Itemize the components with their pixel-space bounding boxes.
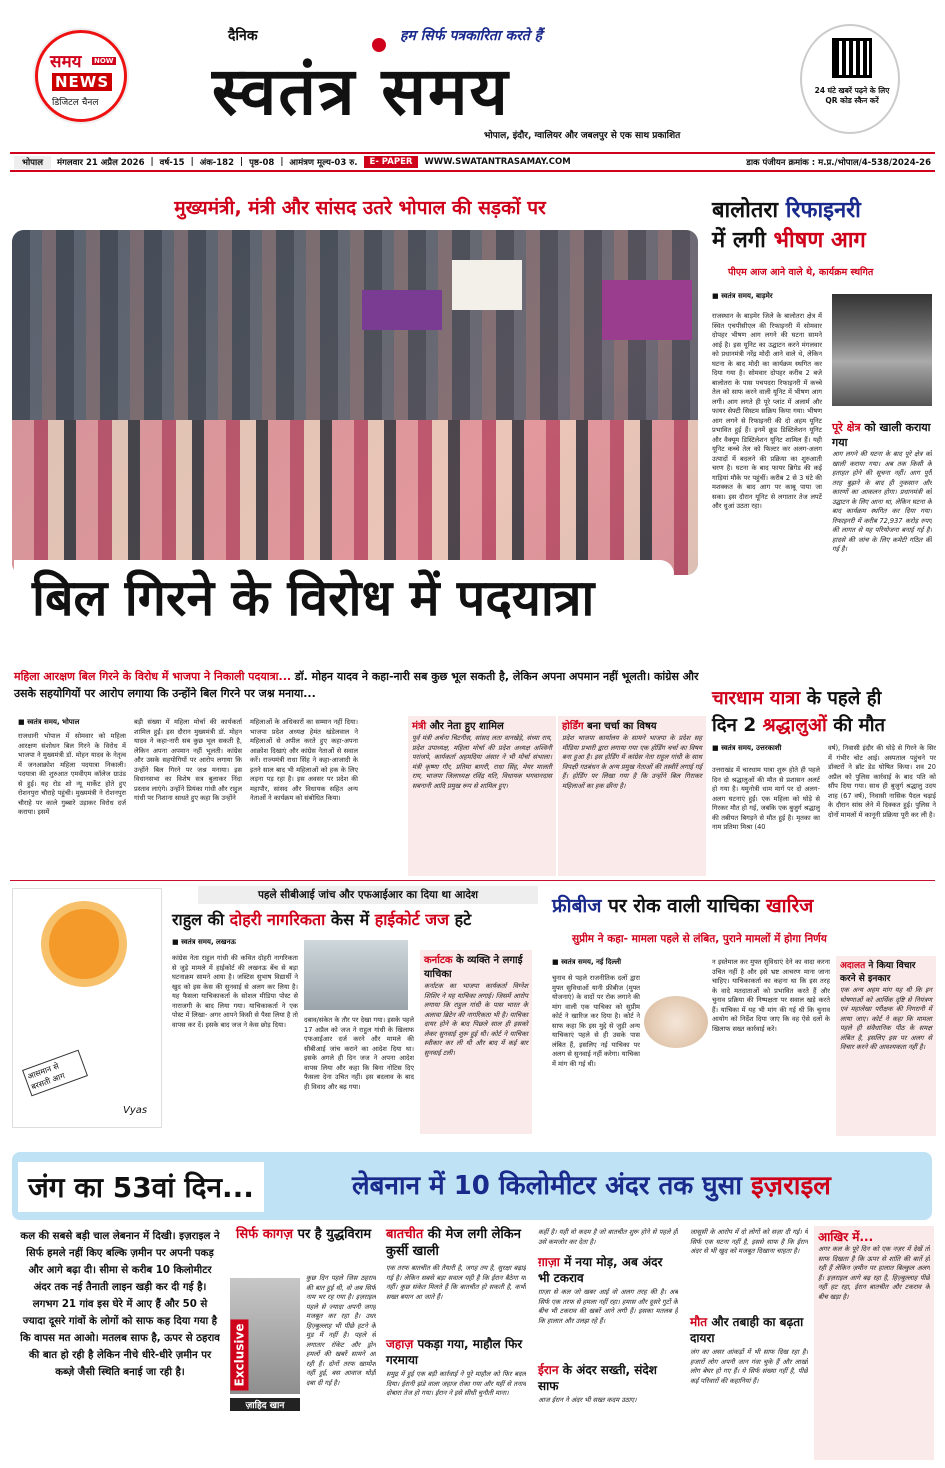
chardham-col-1: उत्तराखंड में चारधाम यात्रा शुरू होते ही पहले दिन दो श्रद्धालुओं की मौत से प्रशासन अलर्ट हो गया है। यमुनोत्री धाम मार्ग पर दो अलग-अलग घटनाएं हुईं। एक महिला को घोड़े से गिरकर मौत हो गई, जबकि एक बुजुर्ग श्रद्धालु की तबीयत बिगड़ने से मौत हुई है। मृतका का नाम प्रतिमा मिश्रा (40 — [712, 766, 820, 831]
cartoon-sign: आसमान से बरसती आग — [22, 1050, 88, 1097]
lead-box-2 — [558, 716, 706, 876]
c5-sub-text: जंग का असर आंकड़ों में भी साफ दिख रहा है। हजारों लोग अपनी जान गंवा चुके हैं और लाखों लोग बेघर हो गए हैं। ये सिर्फ संख्या नहीं है, पीछे कई परिवारों की कहानियां हैं। — [690, 1348, 808, 1385]
box2-text: प्रदेश भाजपा कार्यालय के सामने भाजपा के प्रदेश सह मीडिया प्रभारी द्वारा लगाया गया एक होर्डिंग चर्चा का विषय बना हुआ है। इस होर्डिंग में कांग्रेस नेता राहुल गांधी के साथ विपक्षी गठबंधन के अन्य प्रमुख नेताओं की तस्वीरें लगाई गई हैं। होर्डिंग पर लिखा गया है कि उन्होंने बिल गिराकर महिलाओं का हक छीना है। — [562, 734, 702, 790]
refinery-deck: पीएम आज आने वाले थे, कार्यक्रम स्थगित — [728, 267, 874, 278]
chardham-byline: ■ स्वतंत्र समय, उत्तरकाशी — [712, 744, 782, 752]
box1-text: पूर्व मंत्री अर्चना चिटनीस, सांसद लता वानखेड़े, संध्या राय, प्रदेश उपाध्यक्ष, महिला मोर्चा की प्रदेश अध्यक्ष अश्विनी परांजपे, कार्यकर्ता अहमदिया अंसार ने भी मोर्चा संभाला। मंत्री कृष्णा गौर, प्रतिमा बागरी, राधा सिंह, मेयर मालती राय, भाजपा जिलाध्यक्ष रविंद्र यति, विधायक भगवानदास सबनानी आदि प्रमुख रूप से शामिल हुए। — [412, 734, 552, 790]
refinery-col: राजस्थान के बाड़मेर जिले के बालोतरा क्षेत्र में स्थित एचपीसीएल की रिफाइनरी में सोमवार दोपहर भीषण आग लगने की घटना सामने आई है। इस यूनिट का उद्घाटन करने मंगलवार को प्रधानमंत्री नरेंद्र मोदी आने वाले थे, लेकिन घटना के बाद मोदी का कार्यक्रम स्थगित कर दिया गया है। सोमवार दोपहर करीब 2 बजे बालोतरा के पास पचपदरा रिफाइनरी में कच्चे तेल को साफ करने वाली यूनिट में भीषण आग लगी। आग लगते ही पूरे प्लांट में अलार्म और फायर सेफ्टी सिस्टम सक्रिय किया गया। भीषण आग लगने से रिफाइनरी की दो अहम यूनिट प्रभावित हुई हैं। इनमें क्रूड डिस्टिलेशन यूनिट और वैक्यूम डिस्टिलेशन यूनिट शामिल हैं। यही यूनिट कच्चे तेल को फिल्टर कर अलग-अलग उत्पादों में बदलने की प्रक्रिया का शुरुआती चरण है। घटना के बाद फायर ब्रिगेड की कई गाड़ियां मौके पर पहुंचीं। करीब 2 से 3 घंटे की मशक्कत के बाद आग पर काबू पाया जा सका। इस दौरान यूनिट से लगातार तेज लपटें और धुआं उठता रहा। — [712, 312, 822, 510]
lead-byline: ■ स्वतंत्र समय, भोपाल — [18, 718, 80, 726]
qr-box — [800, 24, 900, 134]
logo-top-text: समय — [50, 52, 82, 72]
dateline-year: वर्ष-15 — [159, 157, 185, 168]
lead-col-3: महिलाओं के अधिकारों का सम्मान नहीं दिया। भाजपा प्रदेश अध्यक्ष हेमंत खंडेलवाल ने महिलाओं से अपील करते हुए कहा-अपना आक्रोश दिखाएं और कांग्रेस नेताओं से सवाल करें। राज्यमंत्री राधा सिंह ने कहा-आजादी के इतने साल बाद भी महिलाओं को हक के लिए लड़ना पड़ रहा है। इस अवसर पर प्रदेश की महापौर, सांसद और विधायक सहित अन्य नेताओं ने कार्यक्रम को संबोधित किया। — [250, 718, 358, 802]
c5-text-top: जासूसी के आरोप में दो लोगों को सज़ा दी गई। ये सिर्फ एक घटना नहीं है, इससे साफ है कि ईरान अंदर से भी खुद को मजबूत दिखाना चाहता है। — [690, 1228, 808, 1255]
c2-text: कुछ दिन पहले जिस ठहराव की बात हुई थी, वो अब सिर्फ नाम भर रह गया है। इज़राइल पहले से ज्यादा अपनी जगह मजबूत कर रहा है। उधर हिज़्बुल्लाह भी पीछे हटने के मूड में नहीं है। पहले से लगातार रॉकेट और ड्रोन हमलों की खबरें सामने आ रही हैं। दोनों तरफ खामोश नहीं हुई, बस आवाज थोड़ी दबा दी गई है। — [306, 1274, 376, 1387]
freebies-deck: सुप्रीम ने कहा- मामला पहले से लंबित, पुराने मामलों में होगा निर्णय — [572, 933, 827, 945]
freebies-side-title: अदालत ने किया विचार करने से इनकार — [840, 961, 916, 984]
dateline-date: मंगलवार 21 अप्रैल 2026 — [56, 157, 145, 168]
freebies-byline: ■ स्वतंत्र समय, नई दिल्ली — [552, 958, 622, 966]
chardham-headline: चारधाम यात्रा के पहले ही दिन 2 श्रद्धालुओं की मौत — [712, 688, 886, 736]
lead-deck-red: महिला आरक्षण बिल गिरने के विरोध में भाजपा ने निकाली पदयात्रा... — [14, 670, 292, 683]
c3-title: बातचीत की मेज लगी लेकिन कुर्सी खाली — [386, 1227, 521, 1259]
lead-col-2: बड़ी संख्या में महिला मोर्चा की कार्यकर्ता शामिल हुईं। इस दौरान मुख्यमंत्री डॉ. मोहन यादव ने कहा-नारी सब कुछ भूल सकती है, लेकिन अपना अपमान नहीं भूलती। कांग्रेस और उसके सहयोगियों पर आरोप लगाया कि उन्होंने बिल गिरने पर जश्न मनाया। इस विधानसभा का विशेष सत्र बुलाकर निंदा प्रस्ताव लाएंगे। उन्होंने प्रियंका गांधी और राहुल गांधी पर निशाना साधते हुए कहा कि उन्होंने — [134, 718, 242, 802]
placard — [362, 290, 442, 330]
c4-sub1-text: ग़ाज़ा से कल जो खबर आई वो अलग तरह की है। अब सिर्फ एक तरफ से हमला नहीं रहा। हमास और दूसरे गुटों के बीच भी टकराव की खबरें आने लगी हैं। इसका मतलब है कि हालात और उलझ रहे हैं। — [538, 1288, 678, 1325]
box1-title: मंत्री और नेता हुए शामिल — [412, 721, 504, 732]
war-col-5 — [690, 1228, 808, 1458]
c3-text: एक तरफ बातचीत की तैयारी है, जगह तय है, सुरक्षा बढ़ाई गई है। लेकिन सबसे बड़ा सवाल यही है कि ईरान बैठेगा या नहीं। कुछ संकेत मिलते हैं कि बातचीत हो सकती है, कभी सख्त बयान आ जाते हैं। — [386, 1264, 526, 1301]
qr-code-icon[interactable] — [832, 38, 872, 78]
freebies-side-text: एक अन्य अहम मांग यह थी कि इन घोषणाओं को आर्थिक दृष्टि से नियंत्रण एवं महालेखा परीक्षक की निगरानी में लाया जाए। कोर्ट ने कहा कि मामला पहले ही संवैधानिक पीठ के समक्ष लंबित है, इसलिए इस पर अलग से विचार करने की आवश्यकता नहीं है। — [840, 986, 932, 1051]
war-col-3 — [386, 1226, 526, 1456]
c4-text-top: कहीं है। यही वो कदम है जो बातचीत शुरू होने से पहले ही उसे कमजोर कर देता है। — [538, 1228, 678, 1246]
c6-text: अगर कल के पूरे दिन को एक नज़र में देखें तो साफ दिखता है कि ऊपर से शांति की बातें हो रही हैं लेकिन ज़मीन पर हालात बिल्कुल अलग हैं। इज़राइल आगे बढ़ रहा है, हिज़्बुल्लाह पीछे नहीं हट रहा, ईरान बातचीत और टकराव के बीच खड़ा है। — [818, 1245, 930, 1301]
rahul-box-text: कर्नाटक का भाजपा कार्यकर्ता विग्नेश शिशिर ने यह याचिका लगाई। जिसमें आरोप लगाया कि राहुल गांधी के पास भारत के अलावा ब्रिटेन की नागरिकता भी है। याचिका दायर होने के बाद पिछले साल ही इसको लेकर सुनवाई शुरू हुई थी। कोर्ट ने याचिका स्वीकार कर ली थी और बाद में कई बार सुनवाई टली। — [424, 982, 528, 1057]
dateline-city: भोपाल — [14, 156, 51, 169]
qr-text: 24 घंटे खबरें पढ़ने के लिए QR कोड स्कैन करें — [814, 86, 890, 105]
cartoon-artist: Vyas — [123, 1105, 148, 1116]
war-banner — [12, 1152, 932, 1220]
refinery-sub-text: आग लगने की घटना के बाद पूरे क्षेत्र को खाली कराया गया। अब तक किसी के हताहत होने की सूचना नहीं। आग पूरी तरह बुझने के बाद ही नुकसान और कारणों का आकलन होगा। प्रधानमंत्री को उद्घाटन के लिए आना था, लेकिन घटना के बाद कार्यक्रम स्थगित कर दिया गया। रिफाइनरी में करीब 72,937 करोड़ रुपए की लागत से यह परियोजना बनाई गई है। हादसे की जांच के लिए कमेटी गठित की गई है। — [832, 450, 932, 553]
website-link[interactable]: WWW.SWATANTRASAMAY.COM — [424, 157, 571, 167]
dateline-bar: भोपाल मंगलवार 21 अप्रैल 2026 | वर्ष-15 | अंक-182 | पृष्ठ-08 | आमंत्रण मूल्य-03 रु. E- PAPER WWW.SWATANTRASAMAY.COM डाक पंजीयन क्रमांक : म.प्र./भोपाल/4-538/2024-26 — [10, 152, 935, 172]
freebies-side — [836, 956, 936, 1136]
cities-line: भोपाल, इंदौर, ग्वालियर और जबलपुर से एक साथ प्रकाशित — [484, 131, 681, 141]
rally-photo — [12, 230, 698, 575]
c4-sub2-text: आज ईरान ने अंदर भी सख्त कदम उठाए। — [538, 1396, 637, 1404]
war-headline-left: जंग का 53वां दिन... — [18, 1162, 264, 1212]
section-divider — [10, 880, 935, 881]
refinery-headline: बालोतरा रिफाइनरी में लगी भीषण आग — [712, 198, 866, 253]
war-col-2 — [226, 1226, 376, 1456]
supreme-court-photo — [644, 996, 708, 1048]
lead-box-1 — [408, 716, 556, 876]
freebies-col-1: चुनाव से पहले राजनीतिक दलों द्वारा मुफ्त सुविधाओं यानी फ्रीबीज (मुफ्त योजनाएं) के वादों पर रोक लगाने की मांग वाली एक याचिका को सुप्रीम कोर्ट ने खारिज कर दिया है। कोर्ट ने साफ कहा कि इस मुद्दे से जुड़ी अन्य याचिकाएं पहले से ही उसके पास लंबित हैं, इसलिए नई याचिका पर अलग से सुनवाई नहीं करेगा। याचिका में मांग की गई थी। — [552, 974, 640, 1068]
epaper-badge[interactable]: E- PAPER — [364, 156, 419, 168]
rahul-box-title: कर्नाटक के व्यक्ति ने लगाई याचिका — [424, 955, 523, 980]
placard — [452, 260, 522, 310]
lead-deck-rest: डॉ. मोहन यादव ने कहा-नारी सब कुछ भूल सकती है, लेकिन अपना अपमान नहीं भूलती। कांग्रेस और उसके सहयोगियों पर आरोप लगाया कि उन्होंने बिल गिरने पर जश्न मनाया... — [14, 670, 699, 700]
rahul-col-1: कांग्रेस नेता राहुल गांधी की कथित दोहरी नागरिकता से जुड़े मामले में हाईकोर्ट की लखनऊ बेंच से बड़ा घटनाक्रम सामने आया है। जस्टिस सुभाष विद्यार्थी ने खुद को इस केस की सुनवाई से अलग कर लिया है। यह फैसला याचिकाकर्ता के सोशल मीडिया पोस्ट से नाराजगी के बाद लिया गया। याचिकाकर्ता ने एक पोस्ट में लिखा- अगर आपने किसी से पैसा लिया है तो वापस कर दें। इसके बाद जज ने केस छोड़ दिया। — [172, 954, 298, 1029]
rahul-box — [420, 950, 532, 1134]
lead-kicker: मुख्यमंत्री, मंत्री और सांसद उतरे भोपाल की सड़कों पर — [174, 197, 546, 219]
sun-icon — [49, 909, 119, 979]
cartoon — [12, 888, 162, 1128]
dateline-pages: पृष्ठ-08 — [249, 157, 275, 168]
tagline: हम सिर्फ पत्रकारिता करते हैं — [400, 28, 543, 44]
rahul-kicker: पहले सीबीआई जांच और एफआईआर का दिया था आदेश — [198, 886, 538, 904]
refinery-sub-title: पूरे क्षेत्र को खाली कराया गया — [832, 421, 931, 449]
rahul-byline: ■ स्वतंत्र समय, लखनऊ — [172, 938, 236, 946]
lead-headline-band — [14, 560, 674, 638]
c3-sub-title: जहाज़ पकड़ा गया, माहौल फिर गरमाया — [386, 1337, 523, 1367]
rahul-photo — [304, 940, 408, 1010]
c4-sub1-title: ग़ाज़ा में नया मोड़, अब अंदर भी टकराव — [538, 1255, 663, 1285]
dainik-label: दैनिक — [228, 28, 258, 44]
c3-sub-text: समुद्र में हुई एक बड़ी कार्रवाई ने पूरे माहौल को फिर बदल दिया। ईरानी झंडे वाला जहाज रोका गया और यहीं से तनाव दोबारा तेज हो गया। ईरान ने इसे सीधी चुनौती माना। — [386, 1370, 526, 1397]
rahul-headline: राहुल की दोहरी नागरिकता केस में हाईकोर्ट जज हटे — [172, 910, 472, 929]
dateline-price: आमंत्रण मूल्य-03 रु. — [289, 157, 358, 168]
placard — [602, 280, 692, 340]
chardham-col-2: वर्ष), निवासी इंदौर की घोड़े से गिरने के सिर में गंभीर चोट आई। अस्पताल पहुंचने पर डॉक्टरों ने ब्रॉट डेड घोषित किया। शव 20 अप्रैल को पुलिस कार्रवाई के बाद पति को सौंप दिया गया। साथ ही बुजुर्ग श्रद्धालु उदय शाह (67 वर्ष), निवासी नासिक पैदल चढ़ाई के दौरान सांस लेने में दिक्कत हुई। पुलिस ने दोनों मामलों में कानूनी प्रक्रिया पूरी कर ली है। — [828, 744, 936, 819]
masthead — [0, 0, 945, 150]
lead-headline: बिल गिरने के विरोध में पदयात्रा — [32, 569, 595, 627]
c6-title: आखिर में... — [818, 1230, 874, 1244]
war-lead-text: कल की सबसे बड़ी चाल लेबनान में दिखी। इज़राइल ने सिर्फ हमले नहीं किए बल्कि ज़मीन पर अपनी पकड़ और आगे बढ़ा दी। सीमा से करीब 10 किलोमीटर अंदर तक नई तैनाती लाइन खड़ी कर दी गई है। लगभग 21 गांव इस घेरे में आए हैं और 50 से ज्यादा दूसरे गांवों के लोगों को साफ कह दिया गया है कि वापस मत आओ। मतलब साफ है, ऊपर से ठहराव की बात हो रही है लेकिन नीचे धीरे-धीरे ज़मीन पर कब्ज़े जैसी स्थिति बनाई जा रही है। — [20, 1231, 220, 1378]
logo-news-text: NEWS — [52, 73, 112, 91]
dateline-reg: डाक पंजीयन क्रमांक : म.प्र./भोपाल/4-538/2024-26 — [746, 157, 931, 168]
freebies-col-2: न इस्तेमाल कर मुफ्त सुविधाएं देने का वादा करना उचित नहीं है और इसे भ्रष्ट आचरण माना जाना चाहिए। याचिकाकर्ता का कहना था कि इस तरह के वादे मतदाताओं को प्रभावित करते हैं और चुनाव प्रक्रिया की निष्पक्षता पर सवाल खड़े करते हैं। याचिका में यह भी मांग की गई थी कि चुनाव आयोग को निर्देश दिया जाए कि वह ऐसे दलों के खिलाफ सख्त कार्रवाई करे। — [712, 958, 830, 1033]
rahul-col-2: दबाव/संकेत के तौर पर देखा गया। इसके पहले 17 अप्रैल को जज ने राहुल गांधी के खिलाफ एफआईआर दर्ज करने और मामले की सीबीआई जांच कराने का आदेश दिया था। इसके अगले ही दिन जज ने अपना आदेश वापस लिया और कहा कि बिना नोटिस दिए फैसला देना उचित नहीं। इस बदलाव के बाद ही विवाद और बढ़ गया। — [304, 1016, 414, 1091]
fire-photo — [832, 294, 932, 406]
lead-col-1: राजधानी भोपाल में सोमवार को महिला आरक्षण संशोधन बिल गिरने के विरोध में भाजपा ने मुख्यमंत्री डॉ. मोहन यादव के नेतृत्व में जनआक्रोश महिला पदयात्रा निकाली। पदयात्रा की शुरुआत एमवीएम कॉलेज ग्राउंड से हुई। यह रोड शो न्यू मार्केट होते हुए रोशनपुरा चौराहे पहुंची। मुख्यमंत्री ने रोशनपुरा चौराहे पर काले गुब्बारे उड़ाकर विरोध दर्ज कराया। इसमें — [18, 732, 126, 816]
logo-sub-text: डिजिटल चैनल — [52, 98, 99, 108]
war-col-6 — [814, 1226, 934, 1460]
dateline-issue: अंक-182 — [199, 157, 234, 168]
c4-sub2-title: ईरान के अंदर सख्ती, संदेश साफ — [538, 1363, 657, 1393]
logo-now-text: NOW — [94, 57, 114, 65]
lead-deck — [14, 668, 704, 702]
author-name: ज़ाहिद खान — [230, 1398, 300, 1411]
samay-news-logo — [35, 30, 127, 122]
war-headline-right: लेबनान में 10 किलोमीटर अंदर तक घुसा इज़राइल — [352, 1171, 831, 1201]
c5-sub-title: मौत और तबाही का बढ़ता दायरा — [690, 1315, 804, 1345]
c2-title: सिर्फ कागज़ पर है युद्धविराम — [236, 1227, 372, 1242]
war-col-4 — [538, 1228, 678, 1458]
freebies-headline: फ्रीबीज पर रोक वाली याचिका खारिज — [552, 895, 814, 917]
newspaper-title: स्वतंत्र समय — [212, 52, 510, 130]
exclusive-tag: Exclusive — [230, 1320, 248, 1391]
refinery-byline: ■ स्वतंत्र समय, बाड़मेर — [712, 292, 773, 300]
box2-title: होर्डिंग बना चर्चा का विषय — [562, 721, 657, 732]
